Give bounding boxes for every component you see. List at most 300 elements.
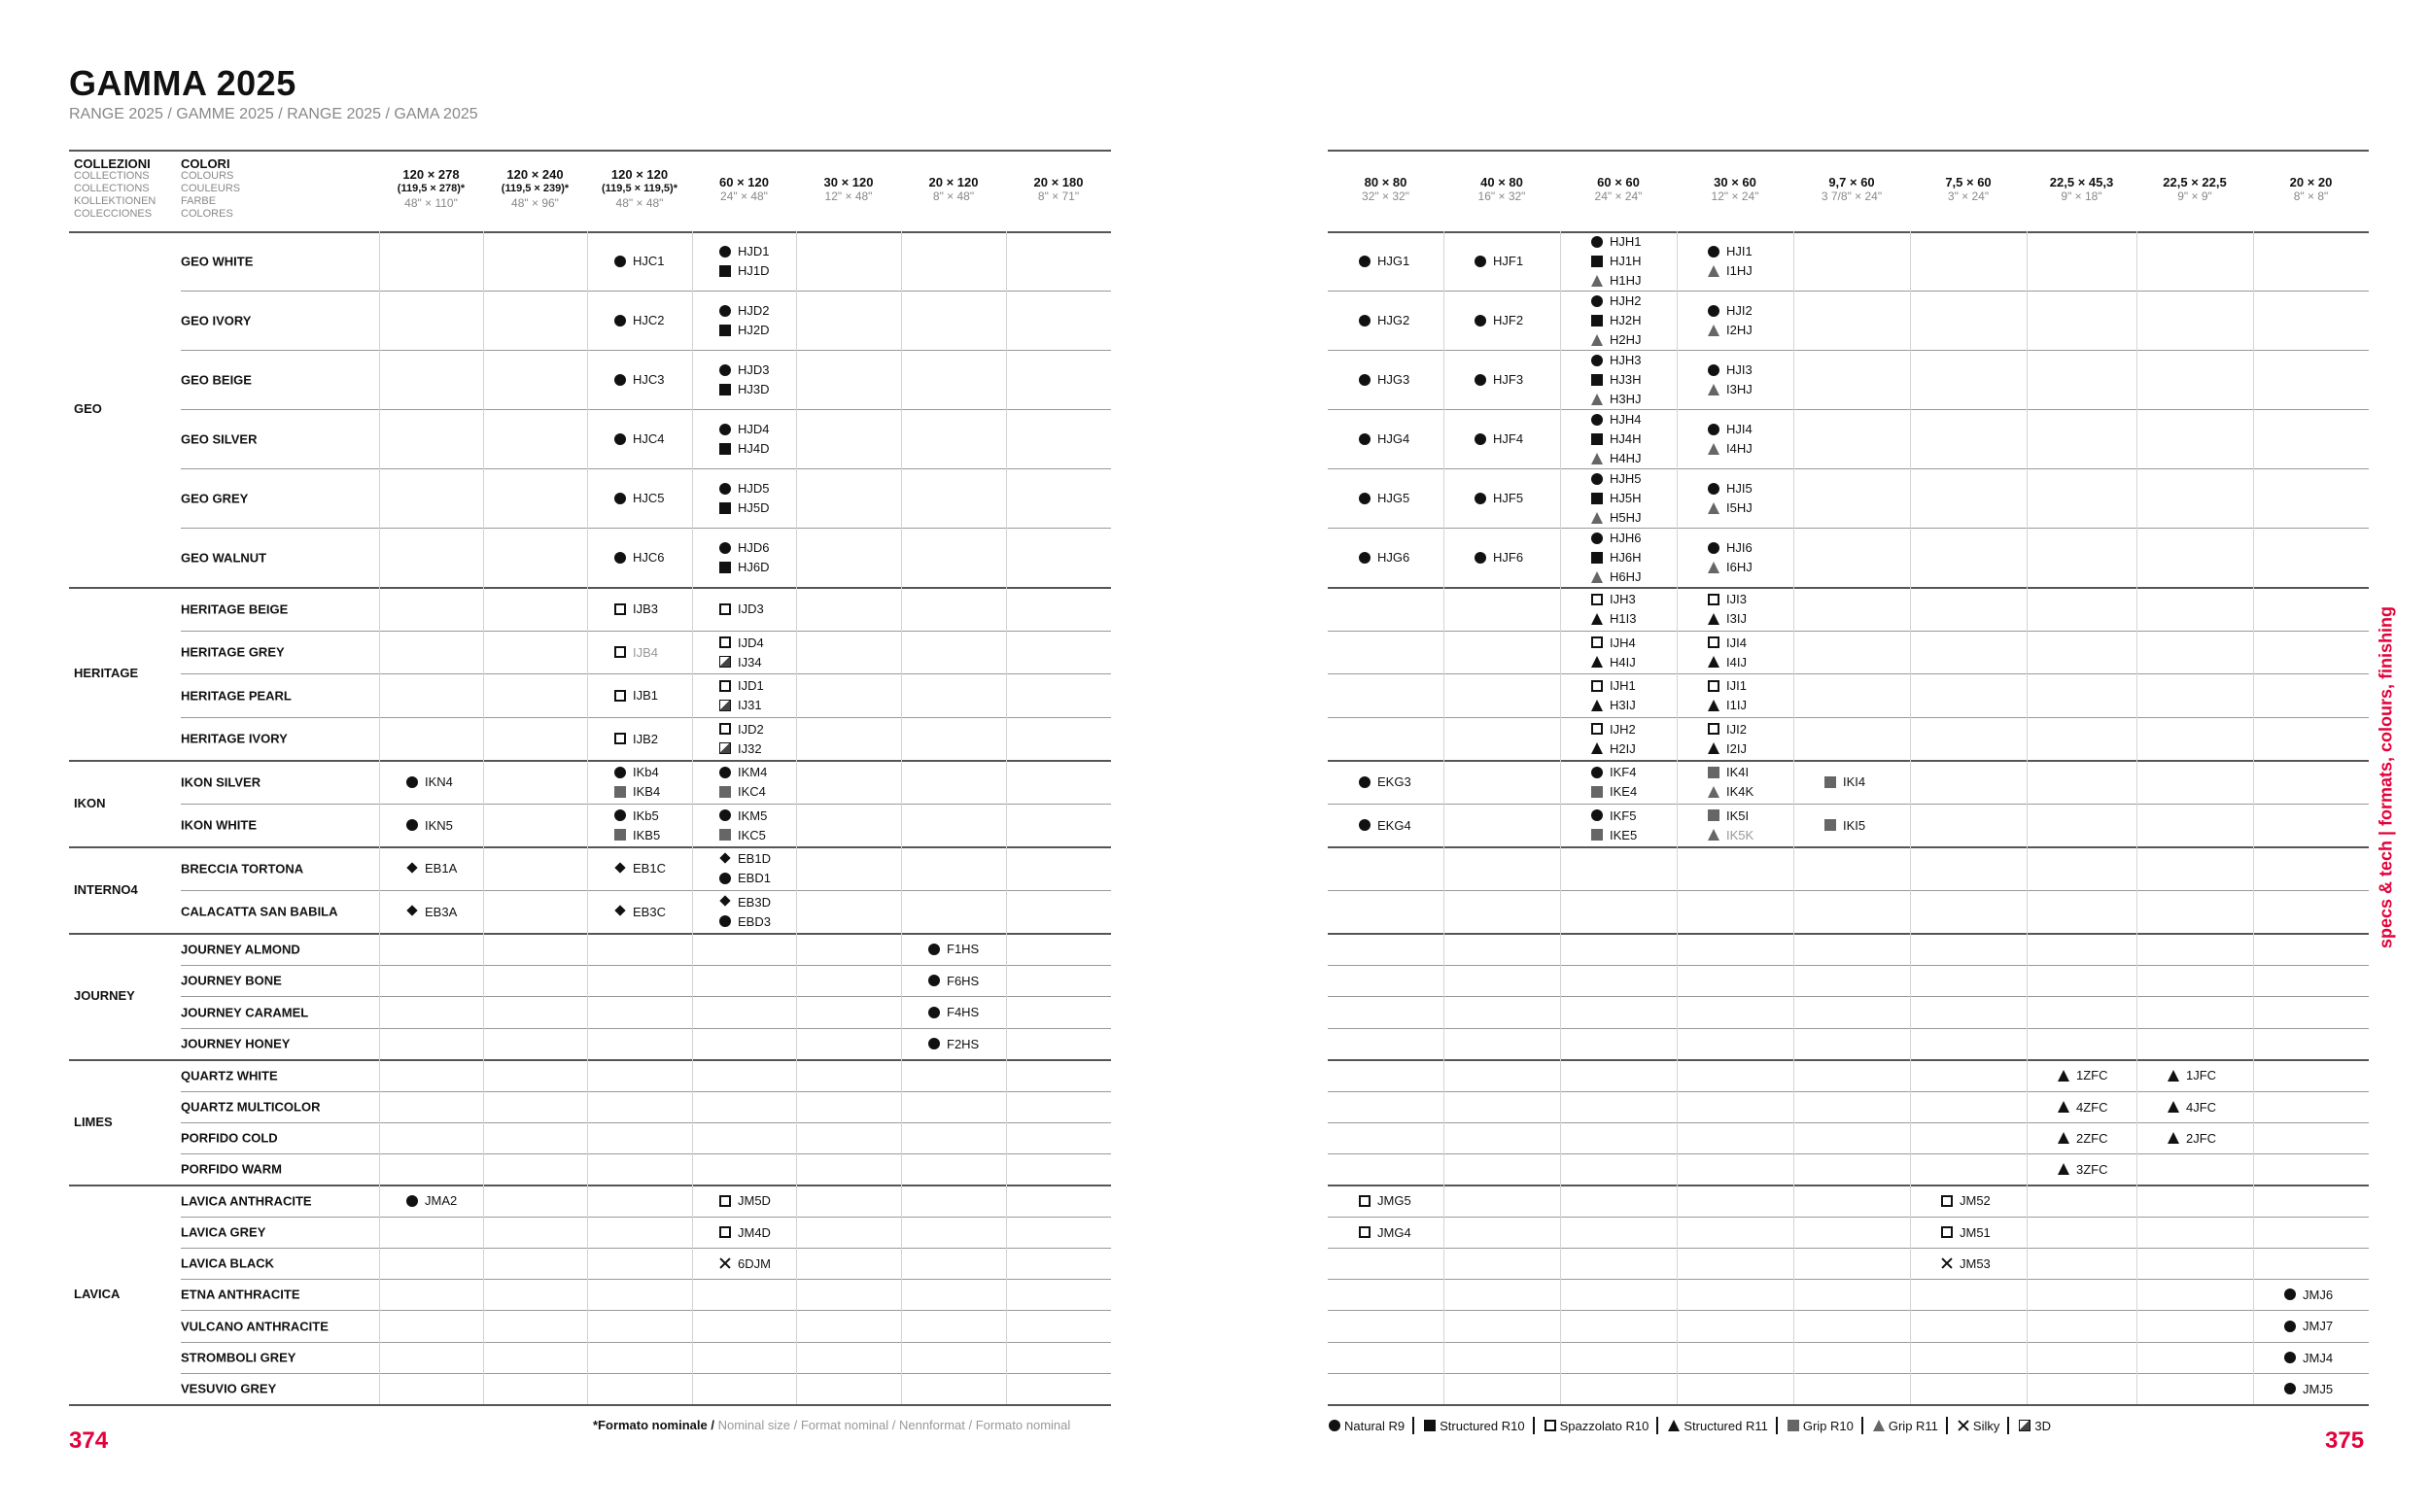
code-cell <box>404 902 540 921</box>
circle-icon <box>926 1006 944 1019</box>
product-code <box>717 676 853 696</box>
product-code-text: HJD1 <box>738 244 770 258</box>
code-cell <box>404 773 540 792</box>
hollow-icon <box>1706 679 1723 693</box>
circle-icon <box>717 245 735 258</box>
group-divider <box>1328 760 2369 762</box>
code-cell <box>1589 806 1725 844</box>
product-code <box>1706 321 1842 340</box>
colour-label: HERITAGE BEIGE <box>181 601 289 616</box>
group-divider <box>1328 587 2369 589</box>
circle-icon <box>717 541 735 555</box>
row-divider <box>1328 1279 2369 1280</box>
product-code-text: HJ6D <box>738 560 770 574</box>
code-cell <box>2282 1348 2418 1367</box>
greytri-icon <box>1706 442 1723 456</box>
tri-icon <box>2056 1162 2073 1176</box>
row-divider <box>1328 1153 2369 1154</box>
legend-item <box>1327 1417 1414 1434</box>
product-code-text: H4HJ <box>1610 451 1642 465</box>
product-code-text: IKE5 <box>1610 827 1638 842</box>
code-cell <box>1589 529 1725 587</box>
product-code-text: IKF4 <box>1610 765 1637 779</box>
format-size: 20 × 180 <box>1033 175 1084 189</box>
product-code <box>717 763 853 782</box>
code-cell <box>1706 590 1842 629</box>
greysq-icon <box>612 785 630 799</box>
circle-icon <box>612 492 630 505</box>
legend-item <box>1863 1417 1948 1434</box>
code-cell <box>717 1222 853 1242</box>
row-divider <box>181 996 1111 997</box>
product-code-text: I2HJ <box>1726 323 1753 337</box>
product-code-text: IJB4 <box>633 644 659 660</box>
product-code-text: IKN5 <box>425 817 453 833</box>
format-inches: 3 7/8" × 24" <box>1821 189 1883 203</box>
page-number-left: 374 <box>69 1427 109 1454</box>
tri-icon <box>2166 1100 2183 1114</box>
product-code-text: HJG1 <box>1377 254 1410 268</box>
product-code-text: 1ZFC <box>2076 1068 2108 1082</box>
code-cell <box>2166 1128 2302 1148</box>
column-divider <box>796 231 797 1404</box>
cross-icon <box>1956 1419 1971 1432</box>
row-divider <box>181 965 1111 966</box>
product-code <box>1706 652 1842 671</box>
group-divider <box>69 587 1111 589</box>
colours-translation: COULEURS <box>181 183 241 194</box>
colour-label: HERITAGE PEARL <box>181 688 292 703</box>
product-code <box>404 1191 540 1211</box>
product-code <box>1706 479 1842 498</box>
product-code-text: HJF5 <box>1493 491 1524 505</box>
column-divider <box>587 231 588 1404</box>
row-divider <box>1328 291 2369 292</box>
product-code <box>717 321 853 340</box>
format-size: 60 × 120 <box>719 175 769 189</box>
side-caption-text: specs & tech | formats, colours, finishing <box>2376 605 2396 949</box>
tri-icon <box>2056 1100 2073 1114</box>
product-code-text: JMJ4 <box>2303 1350 2334 1365</box>
product-code <box>1706 719 1842 739</box>
collections-label: COLLEZIONI <box>74 156 151 171</box>
hollow-icon <box>717 1225 735 1239</box>
code-cell <box>2282 1379 2418 1398</box>
product-code <box>1589 351 1725 370</box>
group-divider <box>1328 933 2369 935</box>
legend-label: 3D <box>2034 1418 2051 1433</box>
hollow-icon <box>717 679 735 693</box>
greytri-icon <box>1589 511 1607 525</box>
format-size: 20 × 20 <box>2289 175 2333 189</box>
product-code <box>1589 652 1725 671</box>
square-icon <box>1589 314 1607 327</box>
row-divider <box>1328 1217 2369 1218</box>
code-cell <box>1706 763 1842 802</box>
circle-icon <box>1473 373 1490 387</box>
code-cell <box>717 361 853 399</box>
group-divider <box>69 846 1111 848</box>
code-cell <box>1589 719 1725 758</box>
format-size: 22,5 × 22,5 <box>2163 175 2227 189</box>
code-cell <box>1357 1191 1493 1211</box>
page-title: GAMMA 2025 <box>69 63 296 103</box>
collection-label: HERITAGE <box>74 666 139 680</box>
hollow-icon <box>1589 722 1607 736</box>
colour-label: GEO WHITE <box>181 254 254 268</box>
product-code <box>1589 252 1725 271</box>
product-code <box>1357 773 1493 792</box>
circle-icon <box>2282 1351 2300 1364</box>
product-code <box>1589 410 1725 430</box>
code-cell <box>1706 301 1842 340</box>
square-icon <box>717 561 735 574</box>
product-code <box>717 739 853 758</box>
format-size: 120 × 240 <box>506 167 564 182</box>
product-code-text: I1HJ <box>1726 263 1753 278</box>
row-divider <box>181 804 1111 805</box>
format-size: 60 × 60 <box>1597 175 1640 189</box>
product-code-text: IK5I <box>1726 808 1750 823</box>
product-code <box>717 1222 853 1242</box>
colour-label: VULCANO ANTHRACITE <box>181 1319 329 1333</box>
product-code-text: HJ1H <box>1610 254 1642 268</box>
formats_right-format-header <box>2136 175 2253 204</box>
product-code <box>1706 558 1842 577</box>
row-divider <box>1328 1028 2369 1029</box>
circle-icon <box>2282 1382 2300 1395</box>
product-code <box>1706 439 1842 459</box>
product-code <box>1589 739 1725 758</box>
product-code <box>1589 696 1725 715</box>
product-code-text: HJD3 <box>738 362 770 377</box>
product-code-text: JM4D <box>738 1224 771 1240</box>
product-code <box>1706 538 1842 558</box>
product-code-text: IKC4 <box>738 784 766 799</box>
product-code-text: HJI3 <box>1726 362 1753 377</box>
legend-item <box>1658 1417 1777 1434</box>
circle-icon <box>612 432 630 446</box>
product-code-text: IKI5 <box>1843 817 1866 833</box>
page-subtitle: RANGE 2025 / GAMME 2025 / RANGE 2025 / GAMA 2025 <box>69 106 478 122</box>
product-code-text: IKI4 <box>1843 774 1866 789</box>
group-divider <box>69 1404 1111 1406</box>
product-code-text: EBD1 <box>738 871 771 885</box>
circle-icon <box>612 808 630 822</box>
product-code-text: IJH2 <box>1610 721 1636 737</box>
diamond-icon <box>404 862 422 876</box>
product-code <box>1589 390 1725 409</box>
product-code-text: IKN4 <box>425 774 453 789</box>
formats_right-format-header <box>2253 175 2369 204</box>
column-divider <box>1560 231 1561 1404</box>
code-cell <box>1589 590 1725 629</box>
code-cell <box>1939 1222 2075 1242</box>
product-code-text: H3HJ <box>1610 392 1642 406</box>
diamond-icon <box>612 905 630 918</box>
code-cell <box>1706 361 1842 399</box>
finish-legend <box>1327 1417 2059 1434</box>
product-code <box>2166 1128 2302 1148</box>
circle-icon <box>1327 1419 1342 1432</box>
format-inches: 48" × 96" <box>511 196 559 210</box>
circle-icon <box>1589 413 1607 427</box>
product-code <box>1589 330 1725 350</box>
hollow-icon <box>1543 1419 1558 1432</box>
row-divider <box>181 717 1111 718</box>
row-divider <box>1328 1310 2369 1311</box>
greytri-icon <box>1706 264 1723 278</box>
product-code-text: IKb5 <box>633 808 659 823</box>
product-code-text: HJ2D <box>738 323 770 337</box>
product-code-text: HJC6 <box>633 550 665 565</box>
product-code-text: H4IJ <box>1610 654 1636 670</box>
product-code <box>717 301 853 321</box>
circle-icon <box>926 943 944 956</box>
product-code-text: IKC5 <box>738 827 766 842</box>
code-cell <box>926 940 1062 959</box>
code-cell <box>2166 1066 2302 1085</box>
product-code-text: IJI4 <box>1726 635 1747 650</box>
product-code-text: HJ2H <box>1610 313 1642 327</box>
row-divider <box>181 291 1111 292</box>
row-divider <box>181 1373 1111 1374</box>
greysq-icon <box>717 828 735 842</box>
colour-label: JOURNEY HONEY <box>181 1036 291 1051</box>
tri-icon <box>1589 655 1607 669</box>
code-cell <box>1706 806 1842 844</box>
product-code-text: HJC1 <box>633 254 665 268</box>
collection-label: LAVICA <box>74 1287 121 1301</box>
circle-icon <box>1357 818 1374 832</box>
product-code <box>1706 763 1842 782</box>
hollow-icon <box>1706 636 1723 649</box>
page-number-right: 375 <box>2325 1427 2365 1454</box>
product-code <box>1589 590 1725 609</box>
product-code <box>404 859 540 878</box>
product-code-text: HJG4 <box>1377 431 1410 446</box>
legend-label: Spazzolato R10 <box>1559 1418 1649 1433</box>
product-code <box>1939 1222 2075 1242</box>
formats_left-format-header <box>692 175 796 204</box>
product-code-text: HJ4H <box>1610 431 1642 446</box>
square-icon <box>717 324 735 337</box>
circle-icon <box>612 551 630 565</box>
legend-item <box>1535 1417 1659 1434</box>
circle-icon <box>1589 808 1607 822</box>
product-code <box>717 538 853 558</box>
product-code-text: IJI2 <box>1726 721 1747 737</box>
circle-icon <box>1357 492 1374 505</box>
product-code-text: EKG3 <box>1377 774 1411 789</box>
format-actual-size: (119,5 × 278)* <box>397 183 466 194</box>
circle-icon <box>1357 551 1374 565</box>
code-cell <box>404 815 540 835</box>
group-divider <box>1328 1185 2369 1186</box>
code-cell <box>717 301 853 340</box>
product-code-text: JM51 <box>1960 1224 1991 1240</box>
product-code-text: IJD4 <box>738 635 764 650</box>
code-cell <box>1589 410 1725 468</box>
3d-icon <box>717 741 735 755</box>
circle-icon <box>1706 304 1723 318</box>
greytri-icon <box>1706 383 1723 396</box>
row-divider <box>181 528 1111 529</box>
circle-icon <box>1589 294 1607 308</box>
product-code-text: IKM5 <box>738 808 768 823</box>
colour-label: GEO SILVER <box>181 431 258 446</box>
column-divider <box>1793 231 1794 1404</box>
product-code <box>2166 1097 2302 1117</box>
product-code-text: 6DJM <box>738 1255 771 1271</box>
legend-label: Grip R10 <box>1802 1418 1854 1433</box>
code-cell <box>404 1191 540 1211</box>
formats_right-format-header <box>1560 175 1677 204</box>
product-code-text: JMG5 <box>1377 1193 1411 1208</box>
product-code <box>1706 633 1842 652</box>
product-code <box>1589 292 1725 311</box>
hollow-icon <box>1357 1194 1374 1208</box>
row-divider <box>181 1248 1111 1249</box>
collection-label: JOURNEY <box>74 988 135 1003</box>
tri-icon <box>1706 655 1723 669</box>
square-icon <box>1589 255 1607 268</box>
row-divider <box>181 468 1111 469</box>
formats_left-format-header <box>379 167 483 211</box>
circle-icon <box>1357 255 1374 268</box>
code-cell <box>1589 633 1725 671</box>
product-code-text: 4JFC <box>2186 1099 2217 1115</box>
product-code-text: IJI1 <box>1726 678 1747 693</box>
tri-icon <box>1706 612 1723 626</box>
row-divider <box>181 409 1111 410</box>
code-cell <box>717 676 853 715</box>
tri-icon <box>2166 1131 2183 1145</box>
group-divider <box>1328 1059 2369 1061</box>
row-divider <box>1328 350 2369 351</box>
legend-item <box>1778 1417 1863 1434</box>
code-cell <box>2166 1097 2302 1117</box>
circle-icon <box>1706 245 1723 258</box>
circle-icon <box>1357 432 1374 446</box>
code-cell <box>717 600 853 619</box>
tri-icon <box>1589 699 1607 712</box>
code-cell <box>1939 1254 2075 1273</box>
product-code-text: F6HS <box>947 973 980 988</box>
code-cell <box>1939 1191 2075 1211</box>
product-code-text: H3IJ <box>1610 698 1636 712</box>
product-code <box>1589 825 1725 844</box>
product-code-text: 2ZFC <box>2076 1130 2108 1146</box>
product-code <box>1706 676 1842 696</box>
product-code <box>2166 1066 2302 1085</box>
legend-label: Structured R11 <box>1684 1418 1768 1433</box>
product-code-text: IK4I <box>1726 765 1750 779</box>
circle-icon <box>926 1037 944 1050</box>
column-divider <box>2136 231 2137 1404</box>
product-code-text: IJ34 <box>738 654 762 670</box>
formats_right-format-header <box>1677 175 1793 204</box>
code-cell <box>1357 1222 1493 1242</box>
product-code <box>717 498 853 518</box>
product-code <box>1357 815 1493 835</box>
greysq-icon <box>1589 828 1607 842</box>
product-code-text: HJC5 <box>633 491 665 505</box>
product-code <box>404 902 540 921</box>
circle-icon <box>1357 314 1374 327</box>
square-icon <box>1422 1419 1438 1432</box>
product-code <box>717 696 853 715</box>
row-divider <box>1328 1373 2369 1374</box>
hollow-icon <box>612 689 630 703</box>
product-code <box>2282 1317 2418 1336</box>
product-code-text: HJI4 <box>1726 422 1753 436</box>
product-code-text: IKB5 <box>633 827 661 842</box>
code-cell <box>717 479 853 518</box>
circle-icon <box>1473 551 1490 565</box>
column-divider <box>1443 231 1444 1404</box>
row-divider <box>181 890 1111 891</box>
row-divider <box>1328 1091 2369 1092</box>
product-code <box>1589 508 1725 528</box>
product-code-text: HJC2 <box>633 313 665 327</box>
code-cell <box>404 859 540 878</box>
formats_right-format-header <box>2027 175 2136 204</box>
format-inches: 32" × 32" <box>1362 189 1409 203</box>
row-divider <box>181 673 1111 674</box>
format-size: 120 × 120 <box>610 167 669 182</box>
product-code-text: 2JFC <box>2186 1130 2217 1146</box>
product-code <box>1706 261 1842 281</box>
product-code-text: HJC4 <box>633 431 665 446</box>
colour-label: GEO WALNUT <box>181 550 267 565</box>
code-cell <box>1357 773 1493 792</box>
product-code-text: HJF1 <box>1493 254 1524 268</box>
product-code <box>2282 1348 2418 1367</box>
product-code <box>1589 763 1725 782</box>
legend-label: Silky <box>1972 1418 2000 1433</box>
circle-icon <box>1589 472 1607 486</box>
code-cell <box>717 420 853 459</box>
code-cell <box>717 1191 853 1211</box>
greytri-icon <box>1589 452 1607 465</box>
format-size: 7,5 × 60 <box>1945 175 1992 189</box>
circle-icon <box>1589 235 1607 249</box>
colour-label: IKON WHITE <box>181 817 257 833</box>
colour-label: GEO IVORY <box>181 313 252 327</box>
product-code <box>1706 806 1842 825</box>
product-code <box>717 439 853 459</box>
product-code-text: JMJ5 <box>2303 1381 2334 1396</box>
product-code <box>1706 739 1842 758</box>
cross-icon <box>1939 1256 1957 1270</box>
circle-icon <box>2282 1288 2300 1301</box>
tri-icon <box>2056 1069 2073 1082</box>
code-cell <box>1706 633 1842 671</box>
product-code-text: EKG4 <box>1377 817 1411 833</box>
product-code-text: HJI1 <box>1726 244 1753 258</box>
group-divider <box>1328 846 2369 848</box>
product-code-text: HJG3 <box>1377 372 1410 387</box>
table-top-border <box>69 150 1111 152</box>
format-inches: 12" × 48" <box>824 189 873 203</box>
product-code <box>926 940 1062 959</box>
format-actual-size: (119,5 × 119,5)* <box>602 183 677 194</box>
product-code <box>1706 301 1842 321</box>
product-code <box>717 1191 853 1211</box>
code-cell <box>1706 420 1842 459</box>
code-cell <box>1822 815 1959 835</box>
